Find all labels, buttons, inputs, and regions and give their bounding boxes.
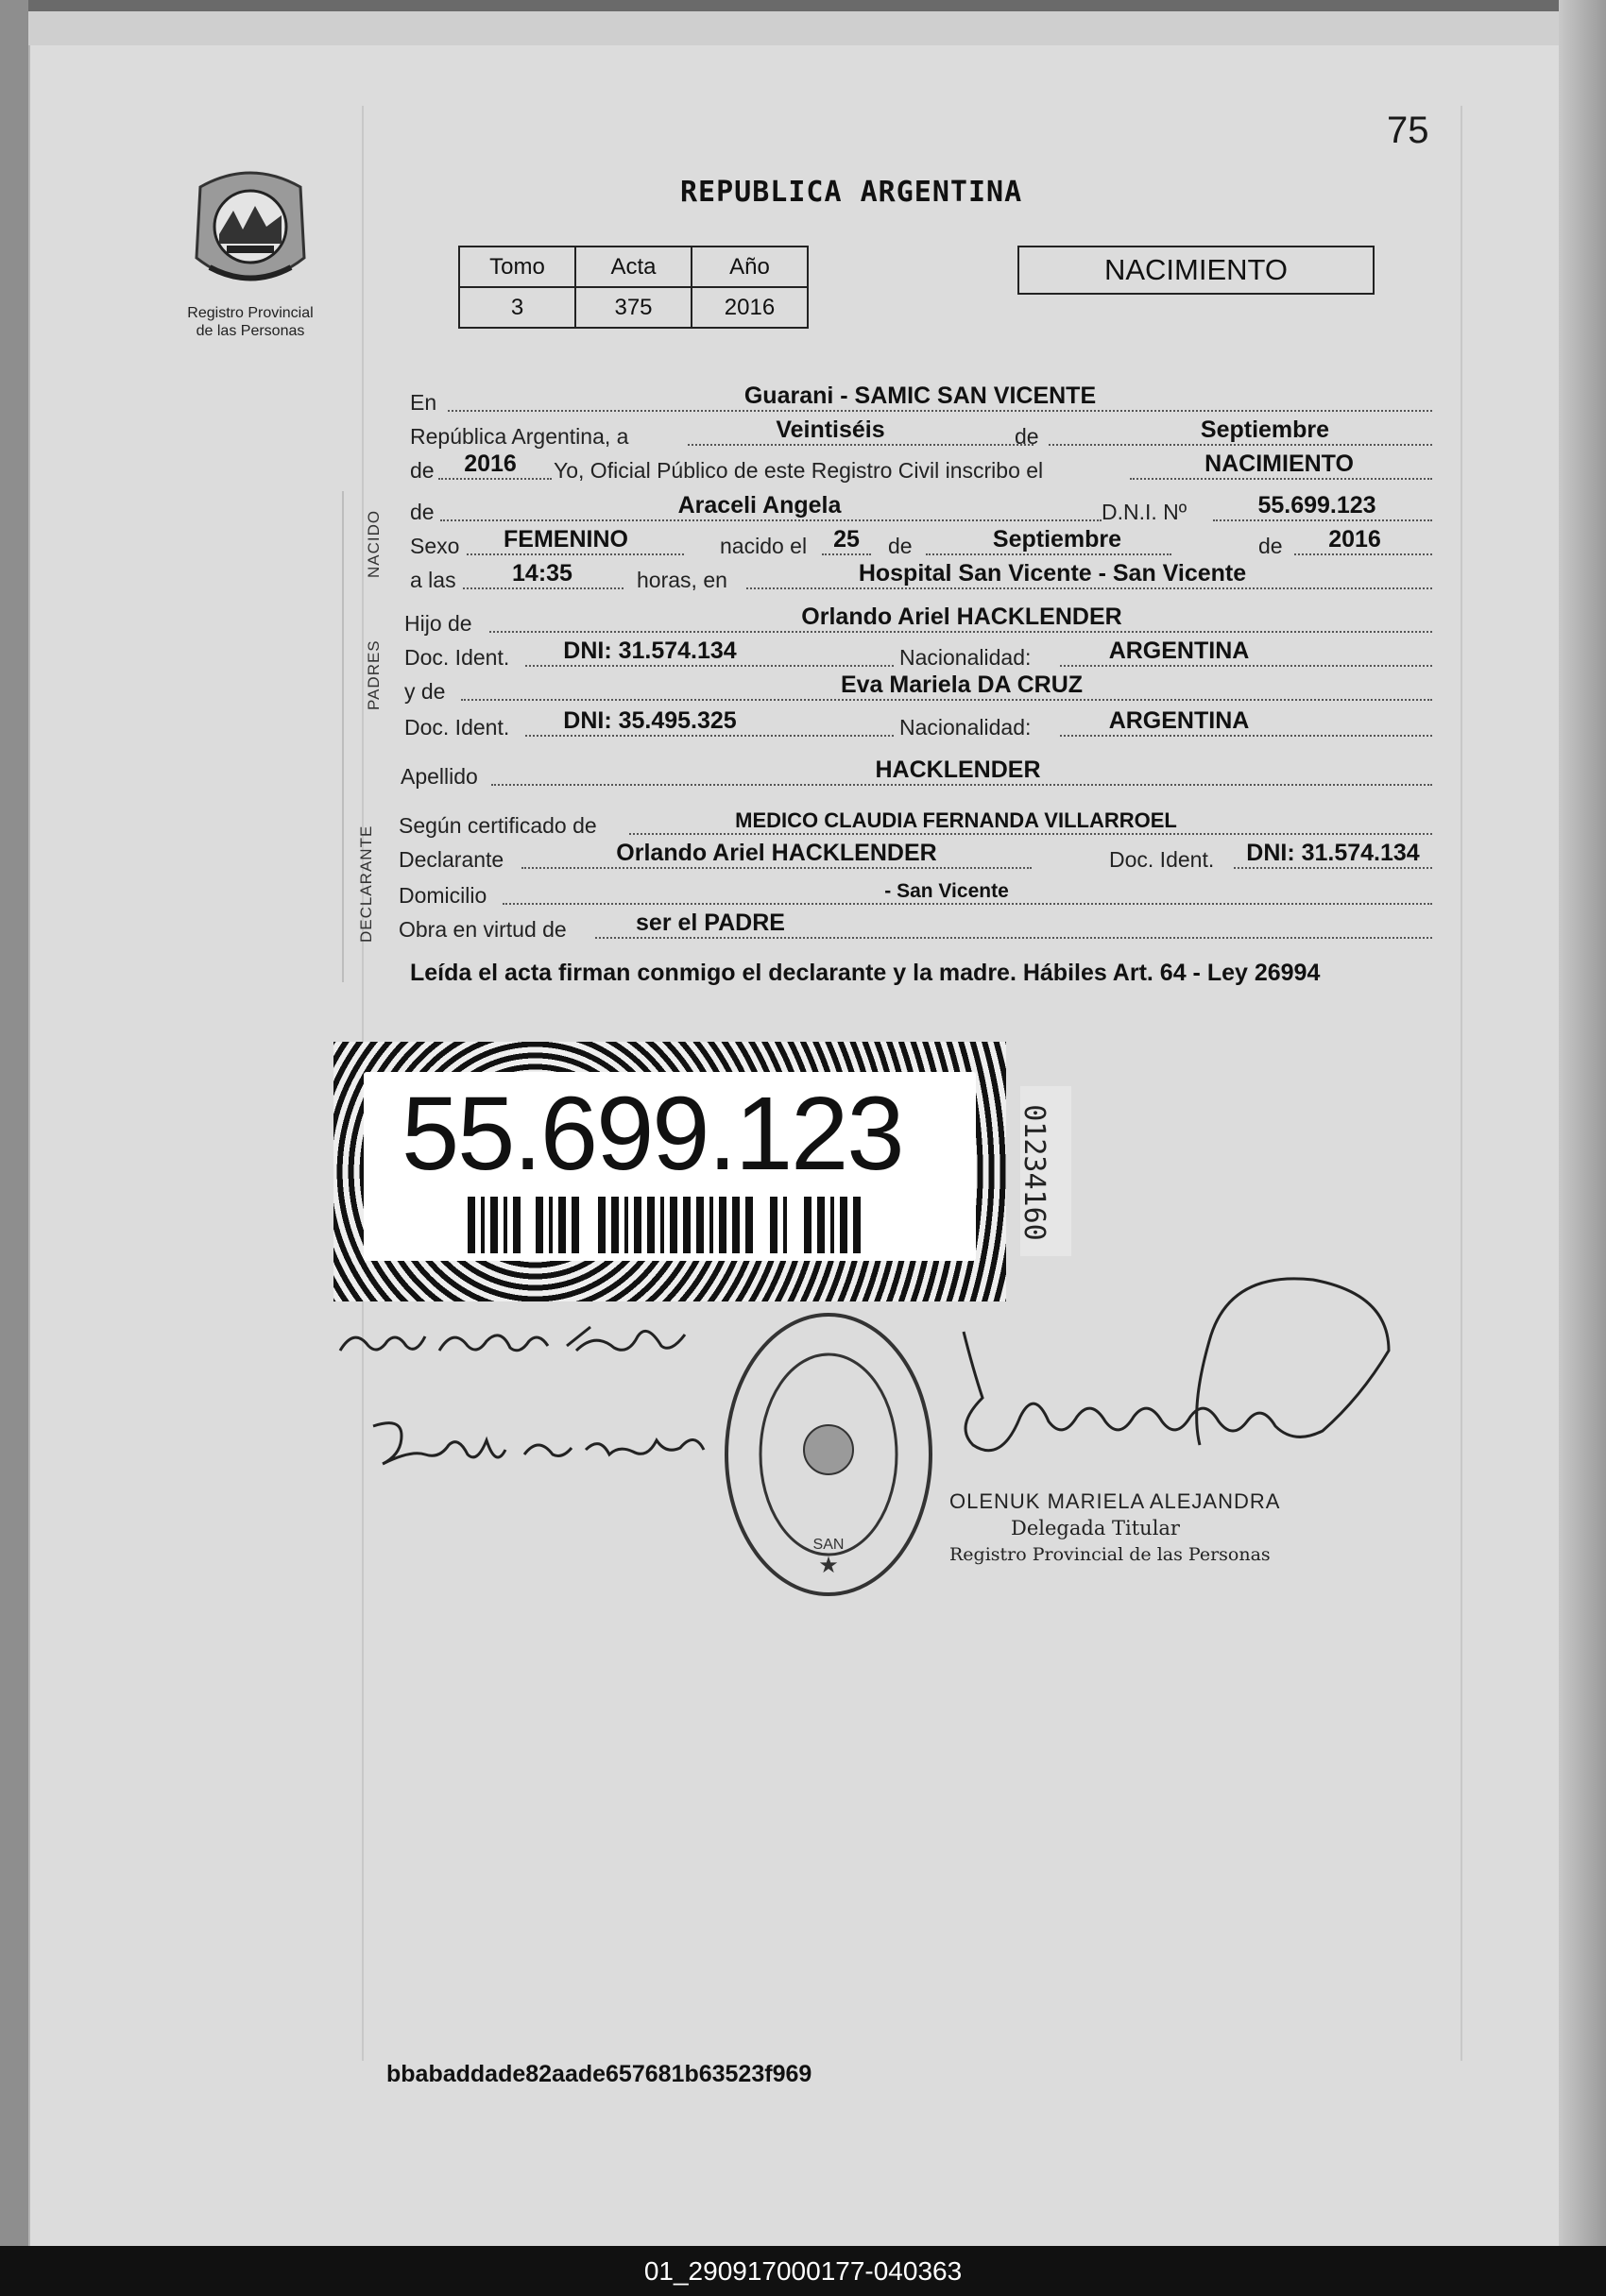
de-label-5: de xyxy=(1258,534,1283,558)
scan-filename-footer: 01_290917000177-040363 xyxy=(0,2246,1606,2296)
binder-edge xyxy=(0,0,28,2296)
nombre-value: Araceli Angela xyxy=(677,492,842,519)
apellido-label: Apellido xyxy=(401,764,478,789)
row-segun xyxy=(399,810,1432,839)
barcode-side-code: 01234160 xyxy=(1020,1086,1071,1256)
document-hash: bbabaddade82aade657681b63523f969 xyxy=(386,2061,812,2087)
nac-mes: Septiembre xyxy=(992,526,1122,553)
section-divider xyxy=(342,491,344,982)
page-number: 75 xyxy=(1387,110,1429,151)
signature-padre-icon xyxy=(335,1308,694,1374)
sexo-value: FEMENINO xyxy=(504,526,628,553)
republica-label: República Argentina, a xyxy=(410,424,629,449)
alas-label: a las xyxy=(410,568,456,592)
anio-inscripcion: 2016 xyxy=(464,451,517,477)
row-republica xyxy=(410,417,1432,450)
hijo-label: Hijo de xyxy=(404,611,472,636)
apellido-value: HACKLENDER xyxy=(875,757,1041,783)
yde-label: y de xyxy=(404,679,446,704)
decl-doc: DNI: 31.574.134 xyxy=(1246,840,1420,866)
domicilio-label: Domicilio xyxy=(399,883,487,908)
obra-value: ser el PADRE xyxy=(636,910,785,936)
row-padre-doc xyxy=(404,638,1432,671)
row-padre xyxy=(404,604,1432,637)
dia-value: Veintiséis xyxy=(776,417,885,443)
official-stamp-icon xyxy=(720,1308,937,1601)
domicilio-value: - San Vicente xyxy=(884,880,1009,902)
dni-label: D.N.I. Nº xyxy=(1102,500,1187,524)
row-domicilio xyxy=(399,880,1432,909)
officer-org: Registro Provincial de las Personas xyxy=(949,1544,1271,1565)
margin-line-right xyxy=(1461,106,1462,2061)
lugar-value: Hospital San Vicente - San Vicente xyxy=(858,560,1247,587)
decl-doc-label: Doc. Ident. xyxy=(1109,847,1215,872)
closing-statement: Leída el acta firman conmigo el declarante y la madre. Hábiles Art. 64 - Ley 26994 xyxy=(410,960,1321,986)
signature-madre-icon xyxy=(364,1412,713,1478)
madre-nac: ARGENTINA xyxy=(1108,707,1250,734)
anio-value: 2016 xyxy=(692,287,808,328)
signature-officer-icon xyxy=(945,1275,1398,1492)
nac-anio: 2016 xyxy=(1328,526,1381,553)
mes-value: Septiembre xyxy=(1200,417,1330,443)
declarante-label: Declarante xyxy=(399,847,504,872)
svg-text:★: ★ xyxy=(818,1553,839,1578)
de-label: de xyxy=(1015,424,1039,449)
crest-caption: Registro Provincial de las Personas xyxy=(187,305,314,339)
tomo-header: Tomo xyxy=(459,247,575,287)
padre-doc: DNI: 31.574.134 xyxy=(563,638,737,664)
row-inscribo xyxy=(410,451,1432,484)
madre-nac-label: Nacionalidad: xyxy=(899,715,1032,740)
top-edge xyxy=(0,0,1606,11)
side-label-padres: PADRES xyxy=(365,639,383,710)
hora-value: 14:35 xyxy=(512,560,572,587)
anio-header: Año xyxy=(692,247,808,287)
inscribo-value: NACIMIENTO xyxy=(1204,451,1354,477)
en-value: Guarani - SAMIC SAN VICENTE xyxy=(743,383,1097,409)
nacido-label: nacido el xyxy=(720,534,808,558)
barcode-bars-icon xyxy=(468,1197,874,1253)
row-declarante xyxy=(399,840,1432,873)
officer-block xyxy=(949,1488,1280,1568)
nac-dia: 25 xyxy=(833,526,860,553)
segun-label: Según certificado de xyxy=(399,813,597,838)
padre-doc-label: Doc. Ident. xyxy=(404,645,510,670)
de-label-4: de xyxy=(888,534,913,558)
row-sexo xyxy=(410,526,1432,559)
yo-label: Yo, Oficial Público de este Registro Civil inscribo el xyxy=(554,458,1044,483)
side-label-nacido: NACIDO xyxy=(365,509,383,578)
officer-role: Delegada Titular xyxy=(1011,1517,1180,1539)
svg-text:SAN: SAN xyxy=(812,1537,845,1553)
tomo-acta-anio-table xyxy=(458,246,809,329)
obra-label: Obra en virtud de xyxy=(399,917,567,942)
horas-label: horas, en xyxy=(637,568,727,592)
padre-nac: ARGENTINA xyxy=(1108,638,1250,664)
madre-value: Eva Mariela DA CRUZ xyxy=(840,672,1084,698)
padre-value: Orlando Ariel HACKLENDER xyxy=(801,604,1122,630)
de-label-3: de xyxy=(410,500,435,524)
row-madre xyxy=(404,672,1432,705)
officer-name: OLENUK MARIELA ALEJANDRA xyxy=(949,1489,1281,1513)
side-label-declarante: DECLARANTE xyxy=(357,825,375,943)
en-label: En xyxy=(410,390,437,415)
row-madre-doc xyxy=(404,707,1432,740)
certificate-type-box: NACIMIENTO xyxy=(1017,246,1375,295)
acta-value: 375 xyxy=(575,287,692,328)
provincial-crest-icon xyxy=(191,168,310,295)
dni-barcode-label xyxy=(333,1042,1006,1301)
dni-value: 55.699.123 xyxy=(1257,492,1376,519)
acta-header: Acta xyxy=(575,247,692,287)
declarante-value: Orlando Ariel HACKLENDER xyxy=(616,840,937,866)
madre-doc: DNI: 35.495.325 xyxy=(563,707,737,734)
page-stack-edge xyxy=(1559,0,1606,2296)
row-hora xyxy=(410,560,1432,593)
row-obra xyxy=(399,910,1432,943)
segun-value: MEDICO CLAUDIA FERNANDA VILLARROEL xyxy=(735,808,1177,832)
barcode-number: 55.699.123 xyxy=(402,1076,903,1192)
padre-nac-label: Nacionalidad: xyxy=(899,645,1032,670)
madre-doc-label: Doc. Ident. xyxy=(404,715,510,740)
sexo-label: Sexo xyxy=(410,534,460,558)
de-label-2: de xyxy=(410,458,435,483)
tomo-value: 3 xyxy=(459,287,575,328)
row-en xyxy=(410,383,1432,416)
row-apellido xyxy=(401,757,1432,790)
row-nombre xyxy=(410,492,1432,525)
document-title: REPUBLICA ARGENTINA xyxy=(680,176,1023,209)
